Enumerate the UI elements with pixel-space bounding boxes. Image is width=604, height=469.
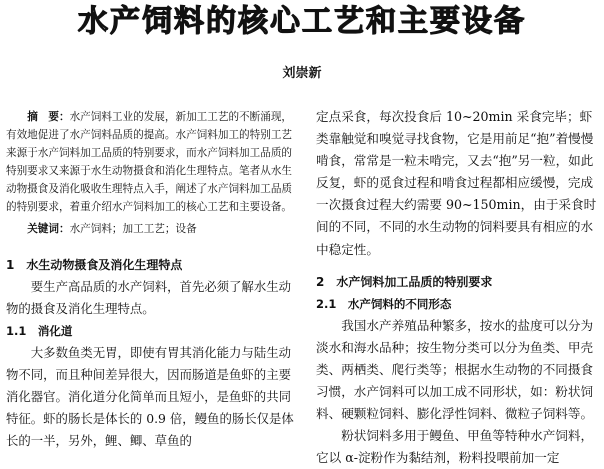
- author-name: 刘崇新: [282, 66, 322, 81]
- abstract-text: 水产饲料工业的发展，新加工工艺的不断涌现，有效地促进了水产饲料品质的提高。水产饲料加工的特别工艺来源于水产饲料加工品质的特别要求，而水产饲料加工品质的特别要求又来源于水生动物摄食和消化生理特点。笔者从水生动物摄食及消化吸收生理特点入手，阐述了水产饲料加工品质的特别要求，着重介绍水产饲料加工的核心工艺和主要设备。: [6, 111, 293, 213]
- subsection-1-1-heading: 1.1 消化道: [6, 324, 73, 338]
- abstract-label: 摘 要：: [27, 111, 70, 123]
- abstract: [6, 108, 296, 216]
- keywords-text: 水产饲料；加工工艺；设备: [69, 223, 197, 235]
- powder-feed-paragraph: 粉状饲料多用于鳗鱼、甲鱼等特种水产饲料，它以 α-淀粉作为黏结剂，粉料投喂前加一定: [316, 428, 594, 466]
- subsection-1-1-paragraph: 大多数鱼类无胃，即使有胃其消化能力与陆生动物不同，而且种间差异很大，因而肠道是鱼虾的主要消化器官。消化道分化简单而且短小，是鱼虾的共同特征。虾的肠长是体长的 0.9 倍，鳗鱼的肠长仅是体长的一半，另外，鲤、鲫、草鱼的: [6, 345, 294, 448]
- subsection-2-1-paragraph: 我国水产养殖品种繁多，按水的盐度可以分为淡水和海水品种；按生物分类可以分为鱼类、甲壳类、两栖类、爬行类等；根据水生动物的不同摄食习惯，水产饲料可以加工成不同形状，如：粉状饲料、硬颗粒饲料、膨化浮性饲料、微粒子饲料等。: [316, 317, 594, 422]
- section-1-heading: 1 水生动物摄食及消化生理特点: [6, 258, 183, 272]
- section-2-heading: 2 水产饲料加工品质的特别要求: [316, 274, 493, 289]
- left-column: [6, 100, 296, 452]
- article-title: 水产饲料的核心工艺和主要设备: [78, 4, 526, 39]
- keywords-label: 关键词：: [27, 223, 70, 235]
- continued-paragraph: 定点采食，每次投食后 10~20min 采食完毕；虾类靠触觉和嗅觉寻找食物，它是用前足“抱”着慢慢啃食，常常是一粒未啃完，又去“抱”另一粒，如此反复，虾的觅食过程和啃食过程都相应缓慢，完成一次摄食过程大约需要 90~150min，由于采食时间的不同，不同的水生动物的饲料要具有相应的水中稳定性。: [316, 109, 597, 257]
- section-1-paragraph: 要生产高品质的水产饲料，首先必须了解水生动物的摄食及消化生理特点。: [6, 279, 291, 316]
- subsection-2-1-heading: 2.1 水产饲料的不同形态: [316, 296, 452, 311]
- keywords: [6, 220, 296, 238]
- right-column: [316, 106, 598, 469]
